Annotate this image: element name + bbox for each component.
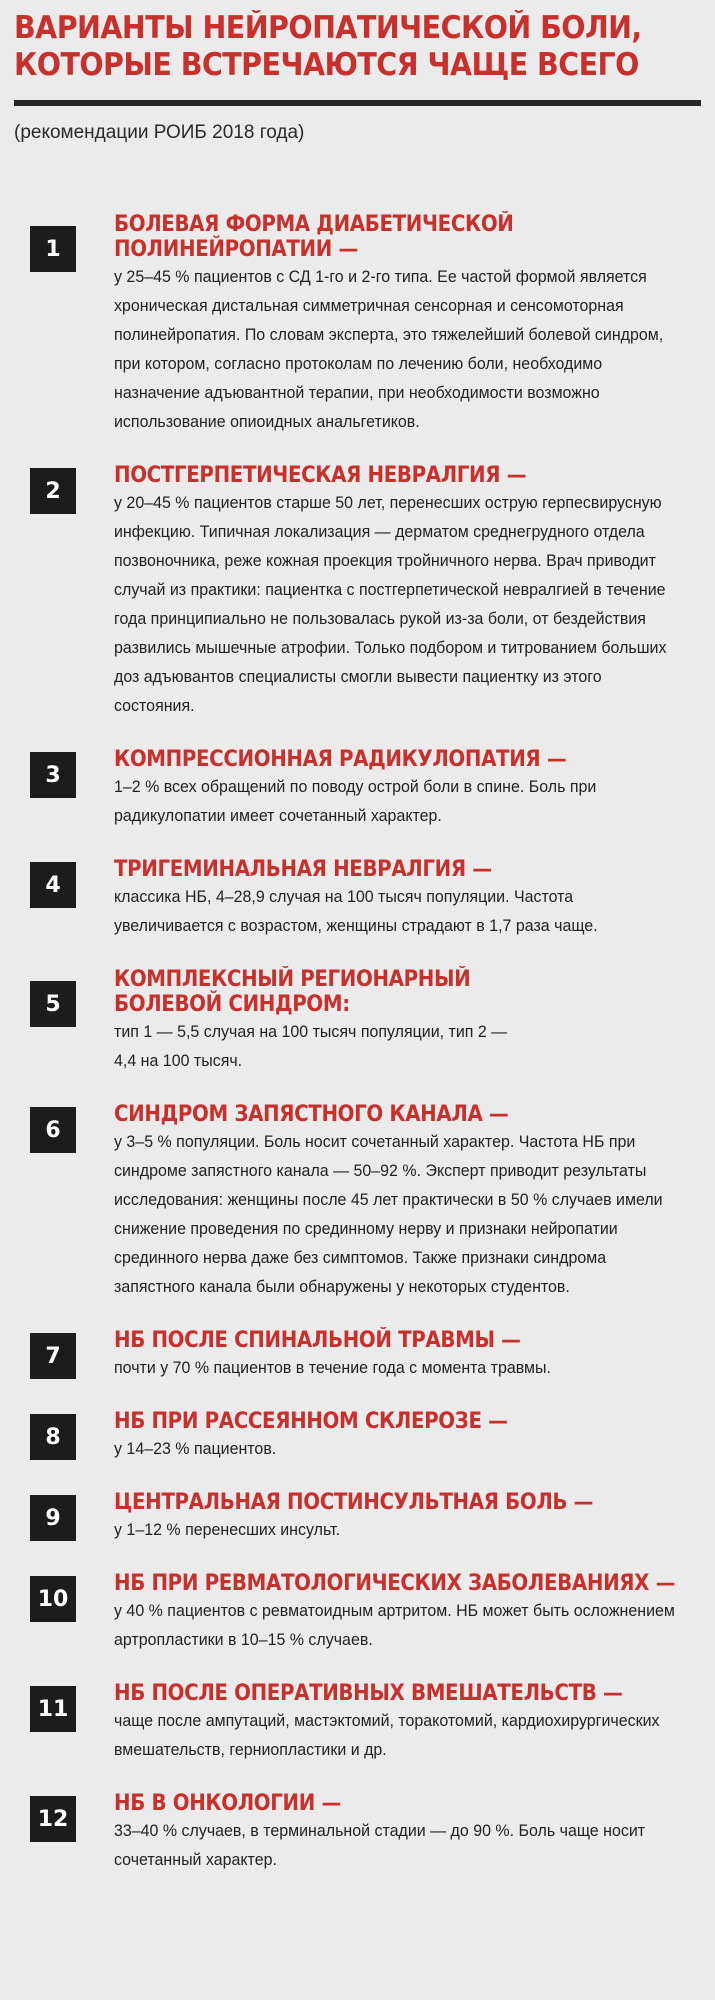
item-number-badge: 1 <box>30 226 76 272</box>
item-heading: СИНДРОМ ЗАПЯСТНОГО КАНАЛА — <box>114 1102 509 1127</box>
item-number-badge: 11 <box>30 1686 76 1732</box>
item-heading: НБ ПРИ РАССЕЯННОМ СКЛЕРОЗЕ — <box>114 1409 508 1434</box>
item-body <box>114 1490 684 1544</box>
item-text: у 40 % пациентов с ревматоидным артритом. НБ может быть осложнением артропластики в 10–15 % случаев. <box>114 1601 675 1649</box>
list-item-1 <box>14 212 701 436</box>
pain-variants-list <box>14 212 701 1874</box>
item-text: классика НБ, 4–28,9 случая на 100 тысяч популяции. Частота увеличивается с возрастом, женщины страдают в 1,7 раза чаще. <box>114 887 598 935</box>
item-number-badge: 2 <box>30 468 76 514</box>
item-number-badge: 8 <box>30 1414 76 1460</box>
item-heading: КОМПРЕССИОННАЯ РАДИКУЛОПАТИЯ — <box>114 747 567 772</box>
title-divider <box>14 100 701 106</box>
list-item-3 <box>14 747 701 830</box>
item-number-badge: 9 <box>30 1495 76 1541</box>
item-text: у 1–12 % перенесших инсульт. <box>114 1520 341 1539</box>
item-body <box>114 1328 684 1382</box>
item-number-badge: 12 <box>30 1796 76 1842</box>
item-text: 33–40 % случаев, в терминальной стадии — до 90 %. Боль чаще носит сочетанный характер. <box>114 1821 646 1869</box>
item-heading: БОЛЕВАЯ ФОРМА ДИАБЕТИЧЕСКОЙ ПОЛИНЕЙРОПАТИИ — <box>114 212 514 262</box>
list-item-9 <box>14 1490 701 1544</box>
item-body <box>114 967 684 1075</box>
item-text: чаще после ампутаций, мастэктомий, торакотомий, кардиохирургических вмешательств, герниопластики и др. <box>114 1711 660 1759</box>
item-text: почти у 70 % пациентов в течение года с момента травмы. <box>114 1358 551 1377</box>
item-heading: КОМПЛЕКСНЫЙ РЕГИОНАРНЫЙ БОЛЕВОЙ СИНДРОМ: <box>114 967 471 1017</box>
item-heading: НБ ПОСЛЕ СПИНАЛЬНОЙ ТРАВМЫ — <box>114 1328 521 1353</box>
item-body <box>114 212 684 436</box>
list-item-10 <box>14 1571 701 1654</box>
list-item-12 <box>14 1791 701 1874</box>
item-body <box>114 1791 684 1874</box>
item-text: у 14–23 % пациентов. <box>114 1439 277 1458</box>
item-body <box>114 1102 684 1301</box>
item-body <box>114 1409 684 1463</box>
item-text: у 20–45 % пациентов старше 50 лет, перенесших острую герпесвирусную инфекцию. Типичная локализация — дерматом среднегрудного отдела позвоночника, реже кожная проекция тройничного нерва. Врач приводит случай из практики: пациентка с постгерпетической невралгией в течение года принципиально не пользовалась рукой из-за боли, от бездействия развились мышечные атрофии. Только подбором и титрованием больших доз адъювантов специалисты смогли вывести пациентку из этого состояния. <box>114 493 667 715</box>
item-heading: ПОСТГЕРПЕТИЧЕСКАЯ НЕВРАЛГИЯ — <box>114 463 527 488</box>
item-number-badge: 4 <box>30 862 76 908</box>
page-subtitle: (рекомендации РОИБ 2018 года) <box>14 122 305 143</box>
list-item-11 <box>14 1681 701 1764</box>
item-heading: НБ ПРИ РЕВМАТОЛОГИЧЕСКИХ ЗАБОЛЕВАНИЯХ — <box>114 1571 676 1596</box>
item-body <box>114 857 684 940</box>
item-number-badge: 7 <box>30 1333 76 1379</box>
list-item-5 <box>14 967 701 1075</box>
item-heading: НБ В ОНКОЛОГИИ — <box>114 1791 341 1816</box>
item-number-badge: 10 <box>30 1576 76 1622</box>
list-item-2 <box>14 463 701 720</box>
item-text: у 3–5 % популяции. Боль носит сочетанный характер. Частота НБ при синдроме запястного канала — 50–92 %. Эксперт приводит результаты исследования: женщины после 45 лет практически в 50 % случаев имели снижение проведения по срединному нерву и признаки нейропатии срединного нерва даже без симптомов. Также признаки синдрома запястного канала были обнаружены у некоторых студентов. <box>114 1132 663 1296</box>
item-body <box>114 1571 684 1654</box>
list-item-4 <box>14 857 701 940</box>
item-number-badge: 5 <box>30 981 76 1027</box>
list-item-6 <box>14 1102 701 1301</box>
item-body <box>114 1681 684 1764</box>
item-number-badge: 6 <box>30 1107 76 1153</box>
item-text: 1–2 % всех обращений по поводу острой боли в спине. Боль при радикулопатии имеет сочетанный характер. <box>114 777 597 825</box>
item-body <box>114 747 684 830</box>
item-text: у 25–45 % пациентов с СД 1-го и 2-го типа. Ее частой формой является хроническая дистальная симметричная сенсорная и сенсомоторная полинейропатия. По словам эксперта, это тяжелейший болевой синдром, при котором, согласно протоколам по лечению боли, необходимо назначение адъювантной терапии, при необходимости возможно использование опиоидных анальгетиков. <box>114 267 664 431</box>
item-number-badge: 3 <box>30 752 76 798</box>
item-body <box>114 463 684 720</box>
item-text: тип 1 — 5,5 случая на 100 тысяч популяции, тип 2 — 4,4 на 100 тысяч. <box>114 1022 508 1070</box>
item-heading: НБ ПОСЛЕ ОПЕРАТИВНЫХ ВМЕШАТЕЛЬСТВ — <box>114 1681 623 1706</box>
page-title: ВАРИАНТЫ НЕЙРОПАТИЧЕСКОЙ БОЛИ, КОТОРЫЕ ВСТРЕЧАЮТСЯ ЧАЩЕ ВСЕГО <box>14 10 642 83</box>
item-heading: ТРИГЕМИНАЛЬНАЯ НЕВРАЛГИЯ — <box>114 857 492 882</box>
list-item-8 <box>14 1409 701 1463</box>
list-item-7 <box>14 1328 701 1382</box>
item-heading: ЦЕНТРАЛЬНАЯ ПОСТИНСУЛЬТНАЯ БОЛЬ — <box>114 1490 594 1515</box>
